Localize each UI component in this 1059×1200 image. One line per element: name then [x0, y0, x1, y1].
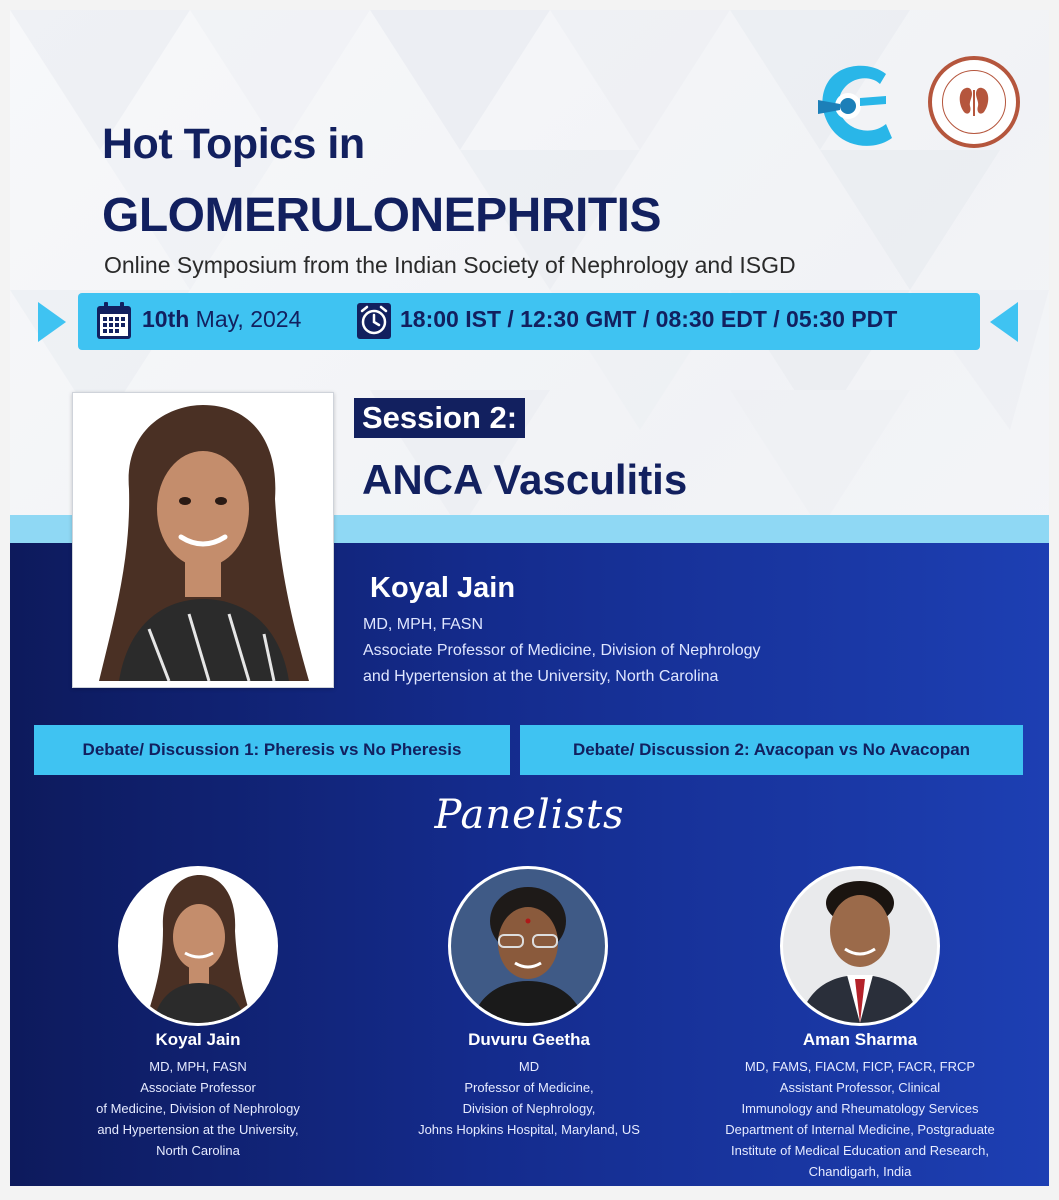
title-line-2: GLOMERULONEPHRITIS [102, 189, 662, 242]
panelist-duvuru-geetha [369, 1030, 689, 1140]
alarm-clock-icon [356, 302, 392, 340]
debate-discussion-1: Debate/ Discussion 1: Pheresis vs No Pheresis [34, 725, 510, 775]
panelist-name: Duvuru Geetha [468, 1030, 590, 1049]
event-date: 10th May, 2024 [142, 306, 302, 332]
event-poster [10, 10, 1049, 1186]
panelist-detail: Assistant Professor, Clinical [779, 1080, 941, 1095]
speaker-portrait-image [79, 399, 327, 681]
panelist-photo-duvuru-geetha [448, 866, 608, 1026]
panelist-detail: and Hypertension at the University, [97, 1122, 299, 1137]
calendar-icon [96, 302, 132, 340]
speaker-photo [72, 392, 334, 688]
panelist-detail: Johns Hopkins Hospital, Maryland, US [418, 1122, 640, 1137]
panelist-koyal-jain [38, 1030, 358, 1161]
speaker-degrees: MD, MPH, FASN [363, 616, 484, 633]
panelist-name: Koyal Jain [155, 1030, 241, 1049]
panelist-detail: of Medicine, Division of Nephrology [96, 1101, 300, 1116]
session-title: ANCA Vasculitis [362, 456, 688, 503]
panelist-aman-sharma [700, 1030, 1020, 1182]
arrow-left-decoration [38, 302, 66, 342]
session-label: Session 2: [354, 398, 525, 438]
panelist-detail: MD, FAMS, FIACM, FICP, FACR, FRCP [744, 1059, 976, 1074]
speaker-name: Koyal Jain [370, 572, 516, 604]
panelist-detail: Associate Professor [140, 1080, 256, 1095]
arrow-right-decoration [990, 302, 1018, 342]
panelist-detail: MD, MPH, FASN [149, 1059, 247, 1074]
speaker-position-line-1: Associate Professor of Medicine, Division of Nephrology [363, 642, 761, 659]
panelist-detail: Professor of Medicine, [464, 1080, 594, 1095]
panelist-detail: Institute of Medical Education and Research, [731, 1143, 989, 1158]
panelist-detail: North Carolina [156, 1143, 240, 1158]
speaker-position-line-2: and Hypertension at the University, North Carolina [363, 668, 719, 685]
panelist-detail: Immunology and Rheumatology Services [741, 1101, 979, 1116]
panelist-photo-aman-sharma [780, 866, 940, 1026]
panelist-detail: Chandigarh, India [808, 1164, 912, 1179]
subtitle: Online Symposium from the Indian Society of Nephrology and ISGD [104, 252, 796, 278]
event-times: 18:00 IST / 12:30 GMT / 08:30 EDT / 05:30 PDT [400, 306, 898, 332]
panelist-photo-koyal-jain [118, 866, 278, 1026]
debate-discussion-2: Debate/ Discussion 2: Avacopan vs No Avacopan [520, 725, 1023, 775]
panelist-detail: Division of Nephrology, [462, 1101, 596, 1116]
panelists-heading: Panelists [434, 792, 625, 838]
isn-logo [928, 56, 1020, 148]
panelist-detail: Department of Internal Medicine, Postgraduate [725, 1122, 995, 1137]
isgd-logo [816, 60, 902, 152]
panelist-detail: MD [518, 1059, 540, 1074]
title-line-1: Hot Topics in [102, 120, 365, 168]
panelist-name: Aman Sharma [802, 1030, 918, 1049]
